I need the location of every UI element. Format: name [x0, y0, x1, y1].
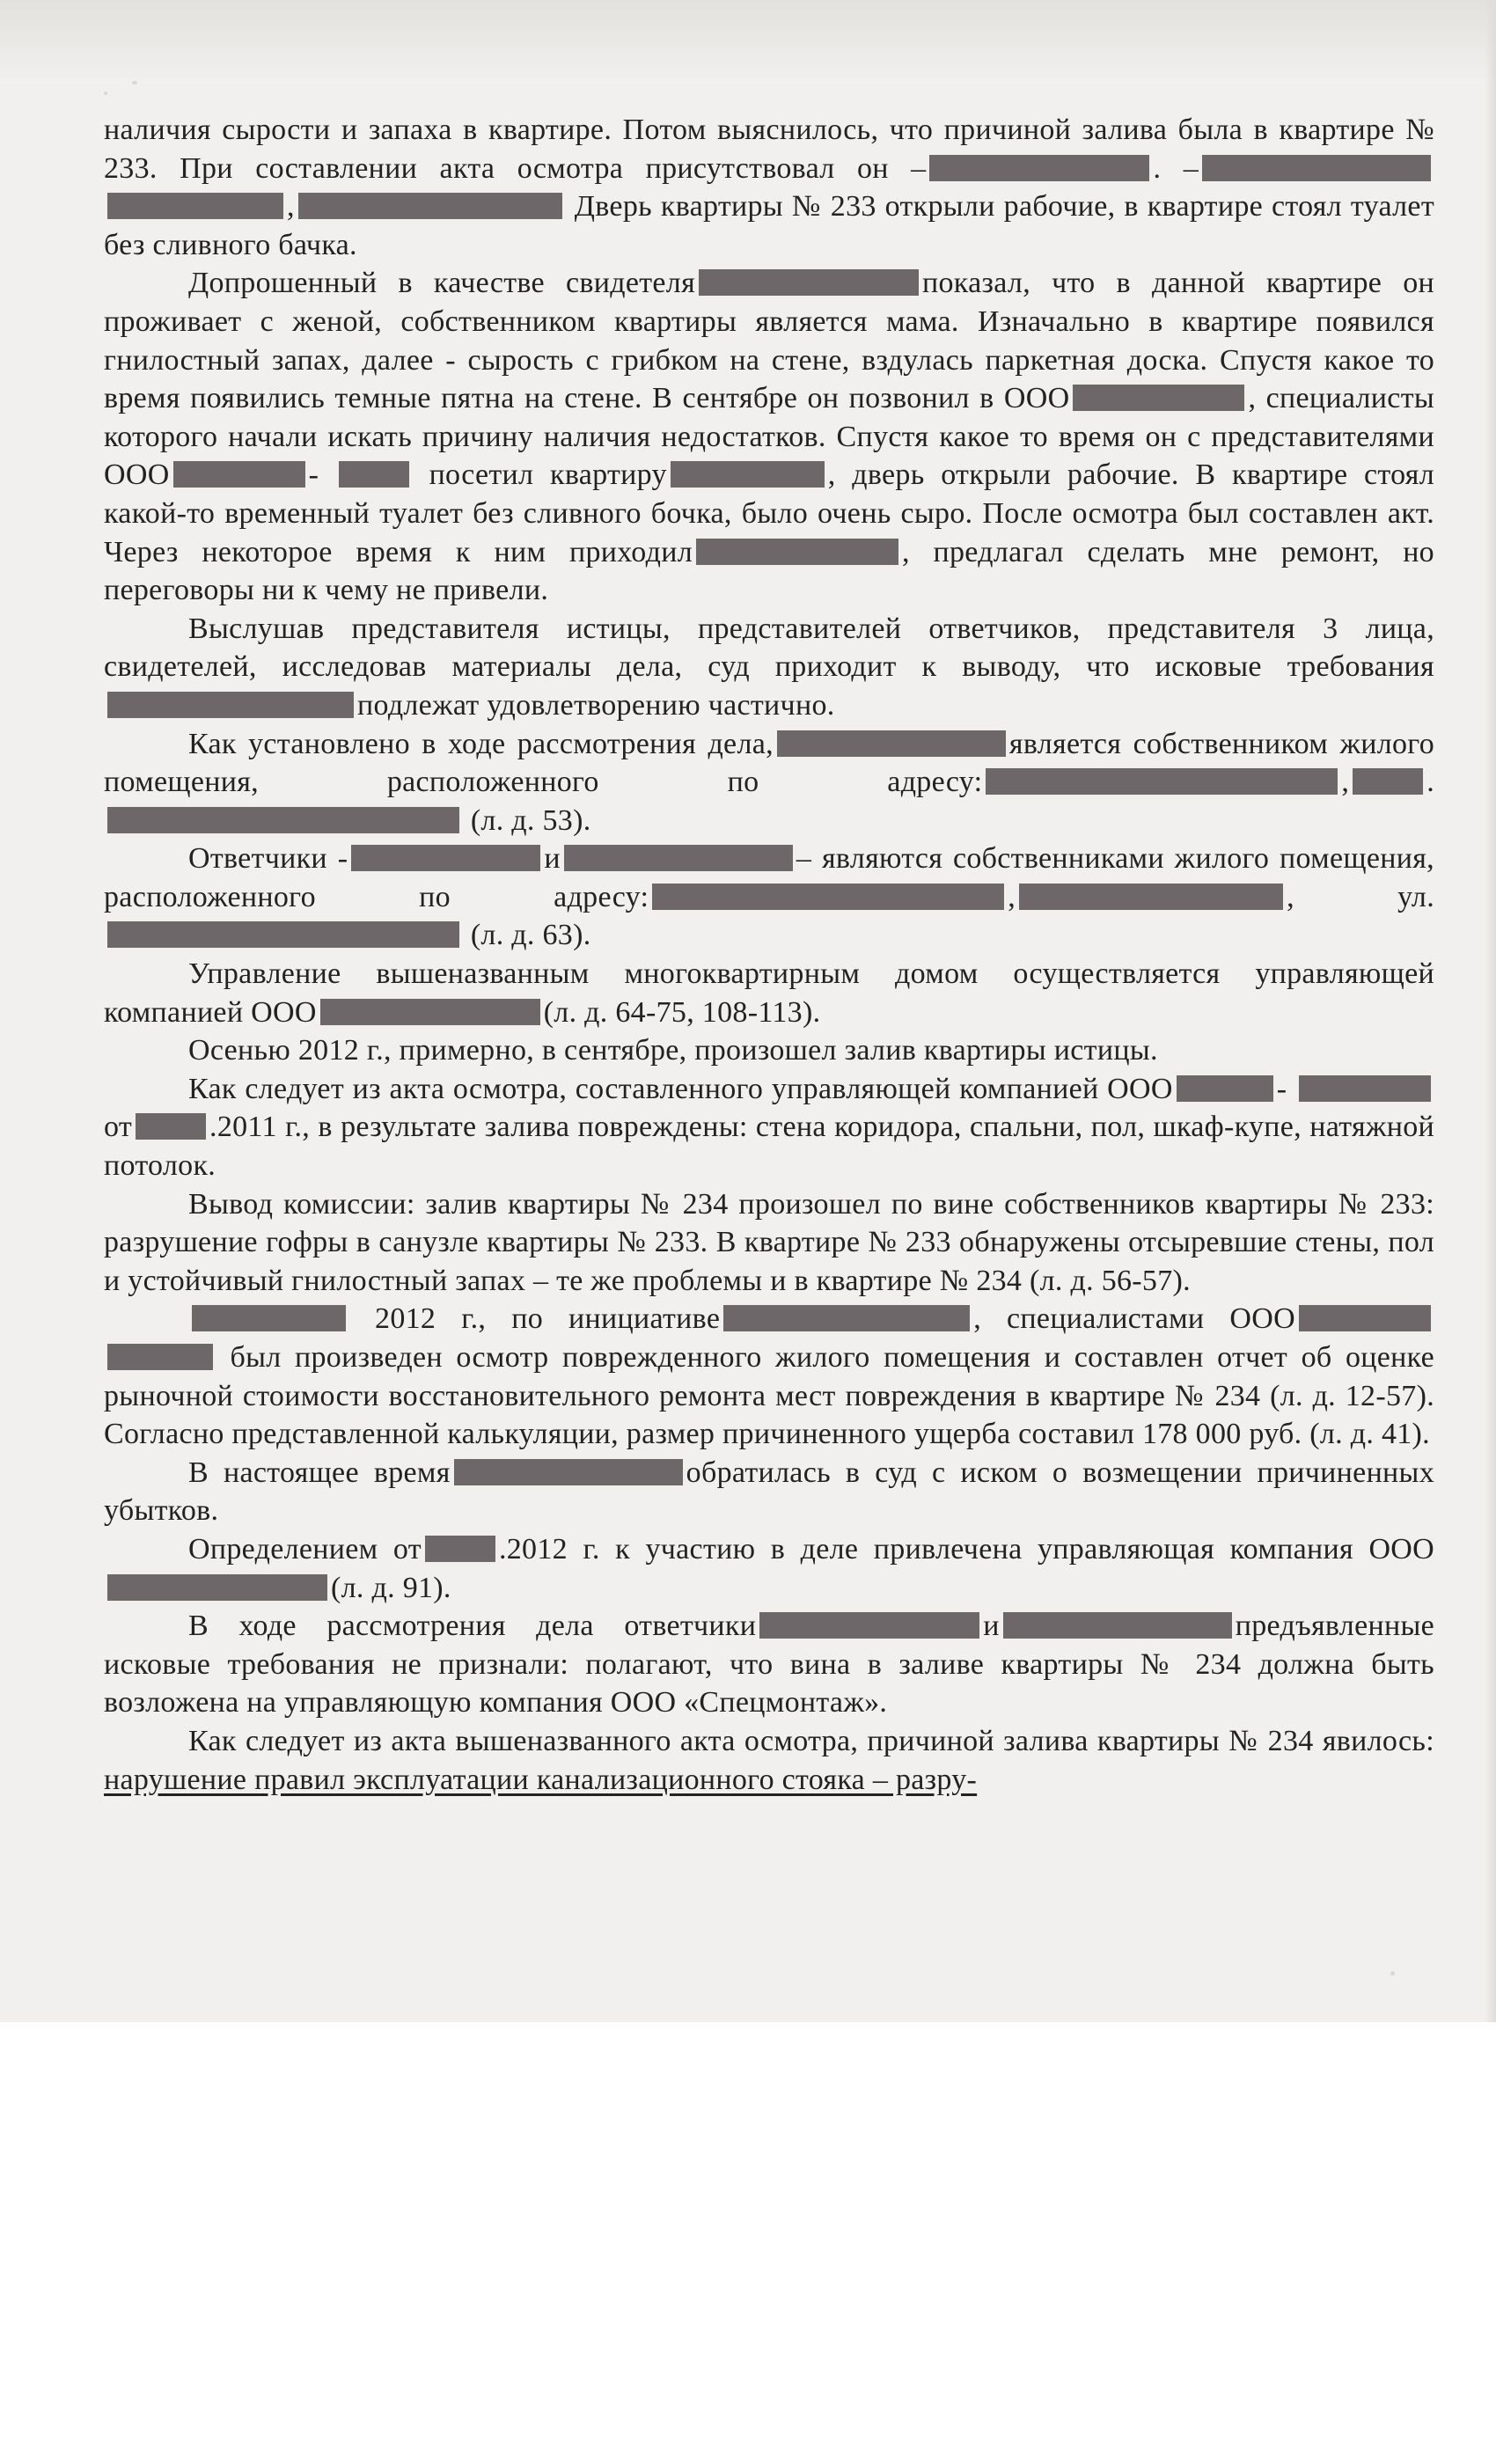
paragraph-13	[104, 1607, 1434, 1722]
text: и	[983, 1610, 1000, 1643]
redaction-block	[1003, 1612, 1232, 1639]
text: (л. д. 53).	[470, 803, 591, 837]
redaction-block	[107, 692, 354, 718]
scan-speck	[104, 92, 107, 95]
redaction-block	[351, 845, 540, 871]
text: .2012 г. к участию в деле привлечена управляющая компания ООО	[498, 1532, 1435, 1566]
paragraph-11	[104, 1454, 1434, 1530]
text: .2011 г., в результате залива повреждены: стена коридора, спальни, пол, шкаф-купе, натяжной потолок.	[104, 1111, 1434, 1183]
redaction-block	[564, 845, 793, 871]
text: В настоящее время	[188, 1456, 451, 1489]
scan-speck	[1390, 1971, 1395, 1976]
text: , ул.	[1287, 880, 1434, 913]
redaction-block	[107, 193, 283, 219]
paragraph-12	[104, 1530, 1434, 1607]
text: посетил квартиру	[429, 458, 667, 492]
text: . –	[1153, 151, 1199, 185]
redaction-block	[107, 1344, 213, 1370]
redaction-block	[298, 193, 562, 219]
redaction-block	[986, 768, 1338, 795]
redaction-block	[652, 884, 1004, 910]
text: показал, что в данной квартире он проживает с женой, собственником квартиры является мама. Изначально в квартире появился гнилостный запах, далее - сырость с грибком на стене, вздулась паркетная доска. Спустя какое то время появились темные пятна на стене. В сентябре он позвонил в ООО	[104, 267, 1434, 415]
redaction-block	[1177, 1075, 1273, 1102]
paragraph-14	[104, 1722, 1434, 1799]
redaction-block	[425, 1536, 495, 1562]
text: Осенью 2012 г., примерно, в сентябре, произошел залив квартиры истицы.	[188, 1034, 1158, 1067]
text: ,	[1341, 766, 1350, 799]
redaction-block	[339, 461, 409, 488]
paragraph-10	[104, 1300, 1434, 1453]
text: -	[1276, 1072, 1287, 1105]
redaction-block	[192, 1305, 346, 1331]
paragraph-3	[104, 610, 1434, 725]
text: Допрошенный в качестве свидетеля	[188, 267, 696, 300]
text: .	[1426, 766, 1434, 799]
text: и	[544, 842, 561, 876]
text: Как следует из акта вышеназванного акта осмотра, причиной залива квартиры № 234 явилось:	[188, 1724, 1434, 1757]
redaction-block	[1019, 884, 1283, 910]
paragraph-8	[104, 1070, 1434, 1185]
text: Управление вышеназванным многоквартирным домом осуществляется управляющей компанией ООО	[104, 957, 1434, 1029]
text: Как установлено в ходе рассмотрения дела,	[188, 727, 774, 760]
text: В ходе рассмотрения дела ответчики	[188, 1610, 757, 1643]
text: (л. д. 64-75, 108-113).	[543, 995, 821, 1029]
redaction-block	[1073, 385, 1244, 411]
redaction-block	[759, 1612, 979, 1639]
text: Выслушав представителя истицы, представителей ответчиков, представителя 3 лица, свидетелей, исследовав материалы дела, суд приходит к выводу, что исковые требования	[104, 612, 1434, 684]
text: подлежат удовлетворению частично.	[357, 688, 835, 722]
text: от	[104, 1111, 133, 1144]
text: обратилась в суд с иском о возмещении причиненных убытков.	[104, 1456, 1434, 1528]
redaction-block	[777, 730, 1006, 757]
text: был произведен осмотр поврежденного жилого помещения и составлен отчет об оценке рыночной стоимости восстановительного ремонта мест повреждения в квартире № 234 (л. д. 12-57). Согласно представленной калькуляции, размер причиненного ущерба составил 178 000 руб. (л. д. 41).	[104, 1341, 1435, 1451]
redaction-block	[454, 1459, 683, 1485]
redaction-block	[929, 155, 1149, 181]
text: Как следует из акта осмотра, составленного управляющей компанией ООО	[188, 1072, 1173, 1105]
text: наличия сырости и запаха в квартире. Потом выяснилось, что причиной залива была в квартире № 233. При составлении акта осмотра присутствовал он –	[104, 114, 1434, 185]
redaction-block	[107, 1574, 327, 1601]
text: -	[308, 458, 319, 492]
text: Вывод комиссии: залив квартиры № 234 произошел по вине собственников квартиры № 233: разрушение гофры в санузле квартиры № 233. В квартире № 233 обнаружены отсыревшие стены, пол и устойчивый гнилостный запах – те же проблемы и в квартире № 234 (л. д. 56-57).	[104, 1187, 1434, 1297]
text: Ответчики -	[188, 842, 348, 876]
document-text	[104, 111, 1434, 1799]
redaction-block	[173, 461, 305, 488]
text: (л. д. 91).	[331, 1571, 451, 1604]
underlined-text: нарушение правил эксплуатации канализационного стояка – разру-	[104, 1763, 978, 1796]
redaction-block	[1202, 155, 1431, 181]
text: 2012 г., по инициативе	[375, 1302, 721, 1336]
text: ,	[287, 190, 295, 224]
redaction-block	[1353, 768, 1423, 795]
paragraph-2	[104, 264, 1434, 609]
redaction-block	[696, 539, 898, 565]
paragraph-4	[104, 725, 1434, 840]
redaction-block	[107, 807, 459, 833]
text: , специалистами ООО	[973, 1302, 1295, 1336]
text: – являются собственниками жилого помещения, расположенного по адресу:	[104, 842, 1434, 913]
redaction-block	[699, 269, 919, 296]
text: , предлагал сделать мне ремонт, но переговоры ни к чему не привели.	[104, 535, 1434, 607]
paragraph-6	[104, 955, 1434, 1031]
redaction-block	[1299, 1075, 1431, 1102]
text: Дверь квартиры № 233 открыли рабочие, в квартире стоял туалет без сливного бачка.	[104, 190, 1434, 261]
text: ,	[1008, 880, 1016, 913]
paragraph-1	[104, 111, 1434, 264]
text: предъявленные исковые требования не признали: полагают, что вина в заливе квартиры № 234 должна быть возложена на управляющую компания ООО «Спецмонтаж».	[104, 1610, 1434, 1720]
text: (л. д. 63).	[470, 919, 591, 952]
redaction-block	[1299, 1305, 1431, 1331]
scan-top-shadow	[0, 0, 1496, 84]
redaction-block	[671, 461, 825, 488]
scan-right-edge	[1485, 0, 1496, 2022]
redaction-block	[107, 921, 459, 948]
paragraph-5	[104, 840, 1434, 955]
redaction-block	[723, 1305, 970, 1331]
scan-speck	[132, 81, 137, 84]
text: , дверь открыли рабочие. В квартире стоял какой-то временный туалет без сливного бочка, было очень сыро. После осмотра был составлен акт. Через некоторое время к ним приходил	[104, 458, 1434, 568]
paragraph-7	[104, 1031, 1434, 1070]
paragraph-9	[104, 1185, 1434, 1301]
text: , специалисты которого начали искать причину наличия недостатков. Спустя какое то время он с представителями ООО	[104, 382, 1434, 492]
redaction-block	[320, 999, 540, 1025]
text: Определением от	[188, 1532, 422, 1566]
text: является собственником жилого помещения, расположенного по адресу:	[104, 727, 1434, 799]
redaction-block	[136, 1113, 206, 1140]
